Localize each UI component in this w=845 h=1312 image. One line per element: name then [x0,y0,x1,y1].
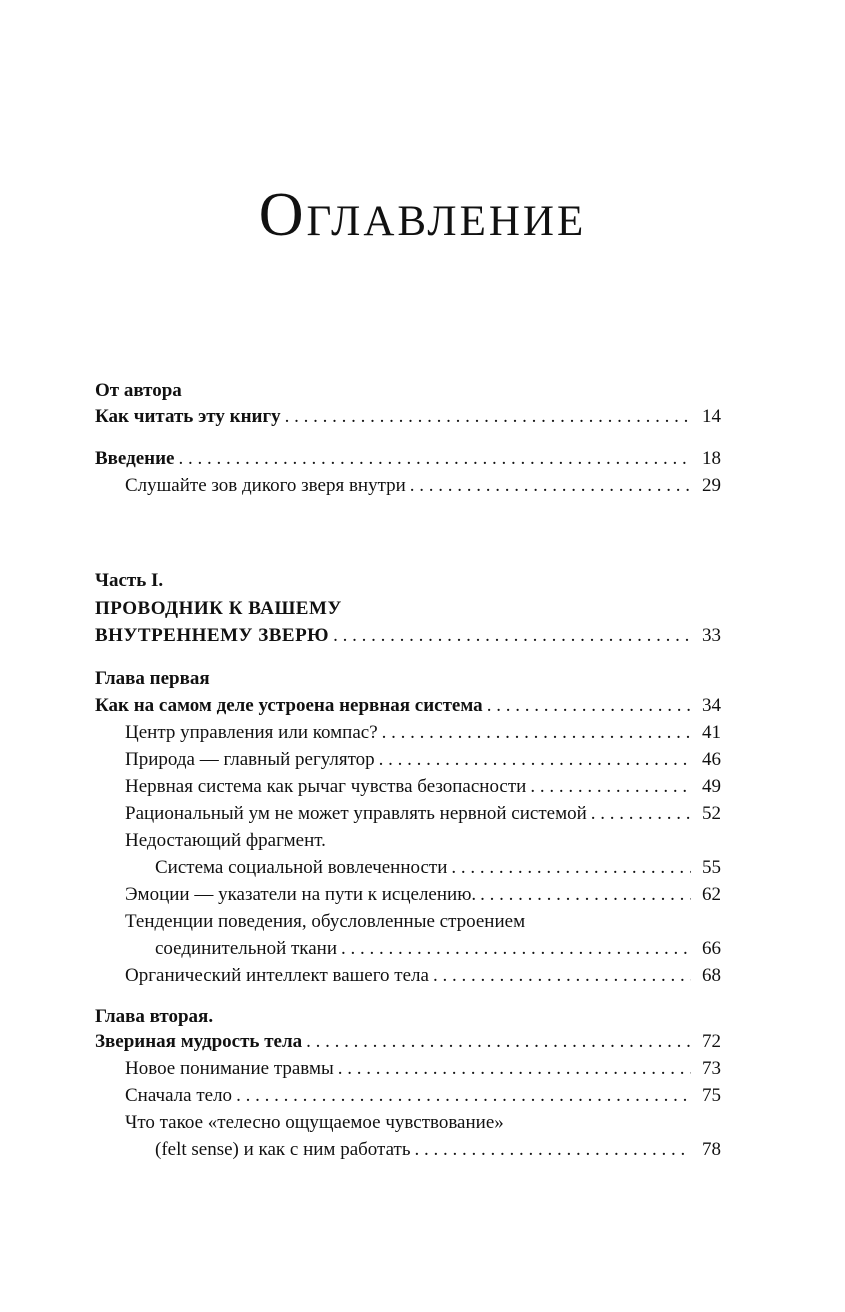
toc-entry-social-engagement[interactable] [155,855,721,881]
toc-entry-page-number: 73 [702,1058,721,1079]
toc-entry-part-one-label[interactable] [95,568,721,594]
toc-entry-label: Как на самом деле устроена нервная система [95,695,483,716]
toc-entry-label: ВНУТРЕННЕМУ ЗВЕРЮ [95,625,330,646]
toc-entry-label: Сначала тело [125,1085,233,1106]
toc-entry-control-center[interactable] [125,720,721,746]
dot-leader [382,720,691,746]
dot-leader [341,936,691,962]
toc-entry-missing-fragment[interactable] [125,828,721,854]
toc-entry-label: Эмоции — указатели на пути к исцелению. [125,884,477,905]
toc-entry-label: Звериная мудрость тела [95,1031,303,1052]
toc-entry-label: соединительной ткани [155,938,338,959]
toc-entry-page-number: 33 [702,625,721,646]
toc-entry-behavior-tendencies[interactable] [125,909,721,935]
toc-entry-page-number: 18 [702,448,721,469]
toc-entry-label: Рациональный ум не может управлять нервной системой [125,803,587,824]
toc-entry-chapter-one-title[interactable] [95,693,721,719]
dot-leader [591,801,691,827]
toc-entry-felt-sense-work[interactable] [155,1137,721,1163]
toc-entry-label: Что такое «телесно ощущаемое чувствование» [125,1112,504,1133]
toc-entry-label: Центр управления или компас? [125,722,378,743]
dot-leader [530,774,691,800]
toc-entry-label: Часть I. [95,570,164,591]
toc-entry-rational-mind[interactable] [125,801,721,827]
dot-leader [333,623,691,649]
toc-entry-felt-sense-title[interactable] [125,1110,721,1136]
toc-entry-page-number: 62 [702,884,721,905]
toc-entry-chapter-two-title[interactable] [95,1029,721,1055]
dot-leader [285,404,691,430]
toc-entry-preface-heading[interactable] [95,378,721,404]
toc-entry-page-number: 14 [702,406,721,427]
toc-entry-page-number: 49 [702,776,721,797]
toc-entry-chapter-two-label[interactable] [95,1004,721,1030]
toc-entry-label: Органический интеллект вашего тела [125,965,429,986]
page-title: Оглавление [258,181,587,249]
table-of-contents [95,0,721,1312]
dot-leader [415,1137,692,1163]
toc-entry-part-one-title-line1[interactable] [95,596,721,622]
toc-entry-page-number: 75 [702,1085,721,1106]
toc-entry-page-number: 34 [702,695,721,716]
toc-entry-part-one-title-line2[interactable] [95,623,721,649]
toc-entry-label: (felt sense) и как с ним работать [155,1139,411,1160]
toc-entry-emotions[interactable] [125,882,721,908]
toc-entry-page-number: 72 [702,1031,721,1052]
toc-entry-page-number: 55 [702,857,721,878]
toc-entry-label: Новое понимание травмы [125,1058,334,1079]
dot-leader [451,855,691,881]
toc-entry-listen-call[interactable] [125,473,721,499]
toc-entry-connective-tissue[interactable] [155,936,721,962]
toc-entry-page-number: 68 [702,965,721,986]
toc-entry-label: Нервная система как рычаг чувства безопасности [125,776,527,797]
toc-entry-label: Система социальной вовлеченности [155,857,448,878]
dot-leader [433,963,691,989]
dot-leader [480,882,691,908]
dot-leader [338,1056,691,1082]
toc-entry-page-number: 66 [702,938,721,959]
toc-entry-label: Слушайте зов дикого зверя внутри [125,475,406,496]
toc-entry-nature-regulator[interactable] [125,747,721,773]
dot-leader [236,1083,691,1109]
dot-leader [379,747,691,773]
toc-entry-page-number: 41 [702,722,721,743]
toc-entry-label: Природа — главный регулятор [125,749,375,770]
toc-entry-how-to-read[interactable] [95,404,721,430]
toc-entry-organic-intellect[interactable] [125,963,721,989]
toc-entry-page-number: 52 [702,803,721,824]
toc-entry-body-first[interactable] [125,1083,721,1109]
toc-entry-introduction[interactable] [95,446,721,472]
dot-leader [179,446,692,472]
toc-entry-label: От автора [95,380,182,401]
toc-entry-page-number: 46 [702,749,721,770]
toc-entry-page-number: 78 [702,1139,721,1160]
dot-leader [306,1029,691,1055]
toc-entry-label: Как читать эту книгу [95,406,281,427]
toc-entry-label: Недостающий фрагмент. [125,830,326,851]
toc-entry-label: Тенденции поведения, обусловленные строением [125,911,526,932]
dot-leader [487,693,691,719]
toc-entry-chapter-one-label[interactable] [95,666,721,692]
toc-entry-label: ПРОВОДНИК К ВАШЕМУ [95,598,342,619]
toc-entry-page-number: 29 [702,475,721,496]
toc-entry-label: Введение [95,448,175,469]
toc-entry-safety-lever[interactable] [125,774,721,800]
toc-entry-new-trauma[interactable] [125,1056,721,1082]
toc-entry-label: Глава первая [95,668,210,689]
toc-entry-label: Глава вторая. [95,1006,214,1027]
dot-leader [410,473,691,499]
